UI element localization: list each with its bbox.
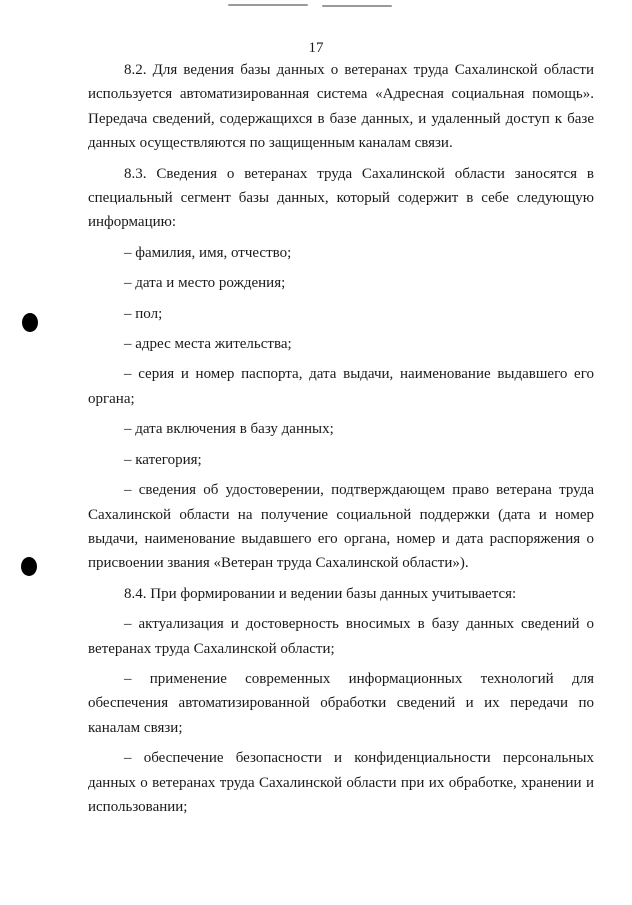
- list-item: – серия и номер паспорта, дата выдачи, наименование выдавшего его органа;: [88, 366, 594, 407]
- list-item: – пол;: [124, 305, 163, 322]
- punch-hole: [22, 313, 38, 332]
- list-item: – актуализация и достоверность вносимых в базу данных сведений о ветеранах труда Сахалинской области;: [88, 616, 594, 657]
- list-item: – обеспечение безопасности и конфиденциальности персональных данных о ветеранах труда Сахалинской области при их обработке, хранении и использовании;: [88, 750, 594, 815]
- list-item: – дата и место рождения;: [124, 275, 286, 292]
- page-number: 17: [308, 40, 324, 56]
- paragraph-8-3: 8.3. Сведения о ветеранах труда Сахалинской области заносятся в специальный сегмент базы данных, который содержит в себе следующую информацию:: [88, 165, 594, 231]
- list-item: – адрес места жительства;: [124, 336, 292, 353]
- punch-hole: [21, 557, 37, 576]
- paragraph-8-4: 8.4. При формировании и ведении базы данных учитывается:: [124, 585, 517, 602]
- paragraph-8-2: 8.2. Для ведения базы данных о ветеранах труда Сахалинской области используется автоматизированная система «Адресная социальная помощь». Передача сведений, содержащихся в базе данных, и удаленный доступ к базе данных осуществляются по защищенным каналам связи.: [88, 62, 594, 152]
- list-item: – сведения об удостоверении, подтверждающем право ветерана труда Сахалинской области на получение социальной поддержки (дата и номер выдачи, наименование выдавшего его органа, номер и дата распоряжения о присвоении звания «Ветеран труда Сахалинской области»).: [88, 482, 594, 572]
- list-item: – фамилия, имя, отчество;: [124, 244, 292, 261]
- list-item: – категория;: [124, 451, 202, 468]
- scan-artifact: [228, 4, 308, 6]
- scan-artifact: [322, 5, 392, 7]
- list-item: – дата включения в базу данных;: [124, 421, 334, 438]
- list-item: – применение современных информационных технологий для обеспечения автоматизированной обработки сведений и их передачи по каналам связи;: [88, 670, 594, 736]
- document-body: [88, 58, 594, 825]
